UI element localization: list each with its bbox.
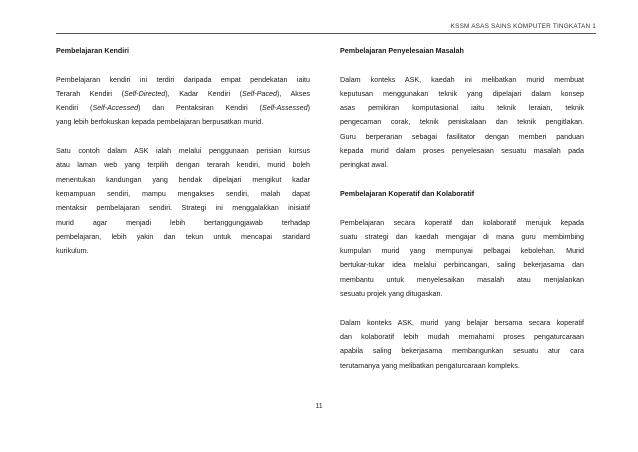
paragraph-line: atau laman web yang terpilih dengan terarah kendiri, murid boleh	[56, 161, 310, 170]
paragraph-line: asas pemikiran komputasional iaitu teknik leraian, teknik	[340, 104, 584, 113]
paragraph-line: yang lebih berfokuskan kepada pembelajaran berpusatkan murid.	[56, 118, 264, 127]
paragraph-line: keputusan menggunakan teknik yang dipelajari dalam konsep	[340, 89, 584, 98]
paragraph-line: bertukar-tukar idea melalui perbincangan, saling bekerjasama dan	[340, 261, 584, 270]
section-heading-penyelesaian-masalah: Pembelajaran Penyelesaian Masalah	[340, 47, 464, 55]
page-number: 11	[315, 403, 323, 410]
paragraph-line: Kendiri (Self-Accessed) dan Pentaksiran Kendiri (Self-Assessed)	[56, 104, 310, 113]
paragraph-line: peringkat awal.	[340, 161, 389, 170]
paragraph-line: suatu strategi dan kaedah mengajar di mana guru membimbing	[340, 232, 584, 241]
section-heading-pembelajaran-kendiri: Pembelajaran Kendiri	[56, 47, 130, 55]
paragraph-line: Satu contoh dalam ASK ialah melalui penggunaan perisian kursus	[56, 147, 310, 156]
right-column	[340, 44, 584, 373]
left-column	[56, 44, 310, 258]
paragraph-line: apabila saling bekerjasama membangunkan sesuatu atur cara	[340, 347, 584, 356]
paragraph-koperatif-kolaboratif	[340, 216, 584, 302]
paragraph-line: pembelajaran, lebih yakin dan tekun untuk mencapai standard	[56, 232, 310, 241]
paragraph-line: murid agar menjadi lebih bertanggungjawab terhadap	[56, 218, 310, 227]
paragraph-line: membantu untuk menyelesaikan masalah atau menjalankan	[340, 275, 584, 284]
paragraph-line: kurikulum.	[56, 247, 89, 256]
paragraph-line: mentaksir pembelajaran sendiri. Strategi ini menggalakkan inisiatif	[56, 204, 310, 213]
paragraph-line: menentukan kandungan yang hendak dipelajari mengikut kadar	[56, 175, 310, 184]
paragraph-line: terutamanya yang melibatkan pengaturcaraan kompleks.	[340, 361, 520, 370]
paragraph-line: Terarah Kendiri (Self-Directed), Kadar Kendiri (Self-Paced), Akses	[56, 89, 310, 98]
paragraph-penyelesaian-masalah	[340, 73, 584, 173]
paragraph-line: Guru berperanan sebagai fasilitator dengan memberi panduan	[340, 132, 584, 141]
paragraph-line: Dalam konteks ASK, kaedah ini melibatkan murid membuat	[340, 75, 584, 84]
paragraph-line: sesuatu projek yang ditugaskan.	[340, 290, 443, 299]
paragraph-konteks-ask	[340, 316, 584, 373]
paragraph-pembelajaran-kendiri	[56, 73, 310, 130]
section-heading-koperatif-kolaboratif: Pembelajaran Koperatif dan Kolaboratif	[340, 189, 475, 198]
paragraph-line: kumpulan murid yang mempunyai pelbagai kebolehan. Murid	[340, 247, 584, 256]
paragraph-line: Pembelajaran secara koperatif dan kolaboratif merujuk kepada	[340, 218, 584, 227]
paragraph-line: pengecaman corak, teknik peniskalaan dan teknik pengitlakan.	[340, 118, 584, 127]
paragraph-contoh-ask	[56, 144, 310, 258]
paragraph-line: Pembelajaran kendiri ini terdiri daripada empat pendekatan iaitu	[56, 75, 310, 84]
paragraph-line: dan kolaboratif lebih mudah memahami proses pengaturcaraan	[340, 332, 584, 341]
paragraph-line: kemampuan sendiri, mampu mengakses sendiri, malah dapat	[56, 189, 310, 198]
paragraph-line: kepada murid dalam proses penyelesaian sesuatu masalah pada	[340, 147, 584, 156]
running-header: KSSM ASAS SAINS KOMPUTER TINGKATAN 1	[450, 23, 596, 30]
paragraph-line: Dalam konteks ASK, murid yang belajar bersama secara koperatif	[340, 318, 584, 327]
header-rule	[56, 33, 596, 34]
